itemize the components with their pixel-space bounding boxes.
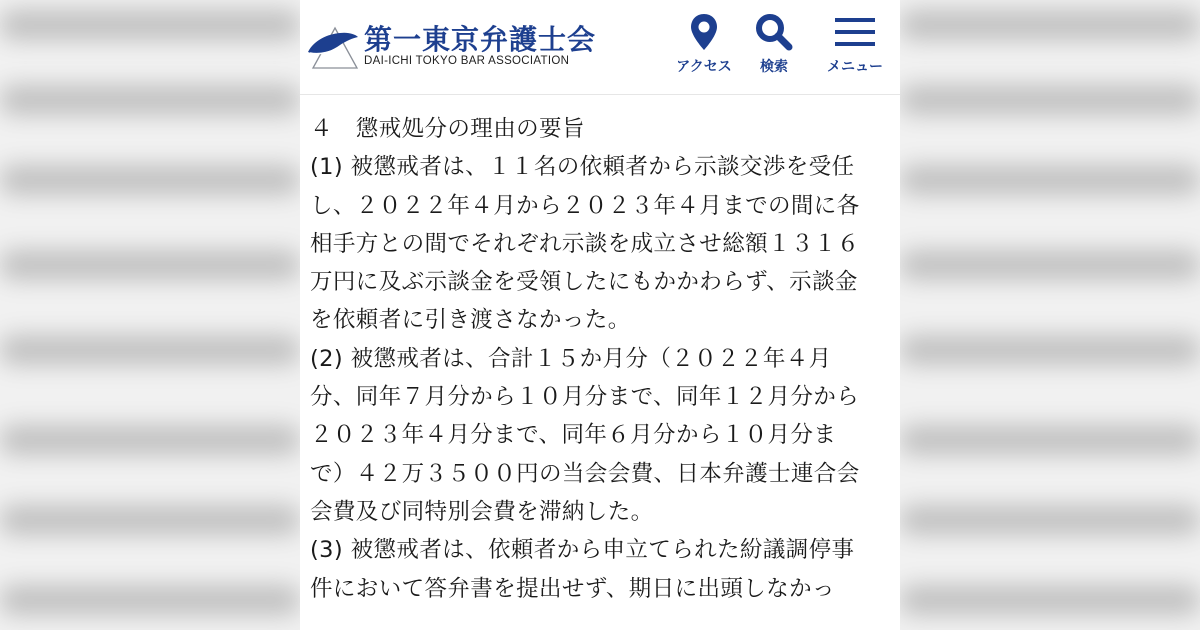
blurred-text-line: [900, 585, 1200, 615]
mobile-page: [300, 0, 900, 630]
body-text-line: を依頼者に引き渡さなかった。: [310, 307, 631, 334]
blurred-text-line: [900, 10, 1200, 40]
menu-label: メニュー: [827, 59, 883, 75]
blurred-text-line: [0, 10, 300, 40]
body-text-line: 件において答弁書を提出せず、期日に出頭しなかっ: [310, 575, 835, 602]
body-text-line: (1) 被懲戒者は、１１名の依頼者から示談交渉を受任: [310, 154, 855, 181]
blurred-text-line: [900, 85, 1200, 115]
logo-subtitle: DAI-ICHI TOKYO BAR ASSOCIATION: [364, 55, 570, 67]
blurred-text-line: [0, 250, 300, 280]
body-text-line: 相手方との間でそれぞれ示談を成立させ総額１３１６: [310, 230, 860, 257]
body-text-line: (3) 被懲戒者は、依頼者から申立てられた紛議調停事: [310, 537, 855, 564]
blurred-text-line: [900, 335, 1200, 365]
logo-title: 第一東京弁護士会: [364, 23, 597, 56]
menu-button[interactable]: [818, 12, 892, 78]
body-text-line: 会費及び同特別会費を滞納した。: [310, 498, 654, 525]
search-icon: [754, 12, 794, 52]
search-label: 検索: [760, 59, 788, 75]
access-label: アクセス: [676, 59, 732, 75]
blurred-text-line: [0, 425, 300, 455]
body-text-line: 万円に及ぶ示談金を受領したにもかかわらず、示談金: [310, 269, 858, 296]
body-text-line: し、２０２２年４月から２０２３年４月までの間に各: [310, 192, 860, 219]
blurred-text-line: [900, 165, 1200, 195]
blurred-text-line: [0, 585, 300, 615]
blurred-text-line: [0, 165, 300, 195]
blurred-text-line: [900, 425, 1200, 455]
access-button[interactable]: [672, 12, 736, 78]
blurred-background-left: [0, 0, 300, 630]
body-text-line: ２０２３年４月分まで、同年６月分から１０月分ま: [310, 422, 837, 449]
section-heading: ４ 懲戒処分の理由の要旨: [310, 116, 585, 142]
body-text-line: で）４２万３５００円の当会会費、日本弁護士連合会: [310, 460, 860, 487]
blurred-text-line: [0, 505, 300, 535]
hamburger-menu-icon: [834, 12, 876, 52]
blurred-text-line: [0, 85, 300, 115]
map-pin-icon: [689, 12, 719, 52]
body-text-line: 分、同年７月分から１０月分まで、同年１２月分から: [310, 384, 860, 411]
blurred-text-line: [900, 505, 1200, 535]
site-logo[interactable]: [306, 14, 606, 74]
body-text-line: (2) 被懲戒者は、合計１５か月分（２０２２年４月: [310, 345, 832, 372]
blurred-background-right: [900, 0, 1200, 630]
site-header: [300, 0, 900, 95]
article-body: [310, 110, 894, 608]
blurred-text-line: [900, 250, 1200, 280]
blurred-text-line: [0, 335, 300, 365]
search-button[interactable]: [746, 12, 802, 78]
logo-mark-icon: [306, 22, 360, 70]
